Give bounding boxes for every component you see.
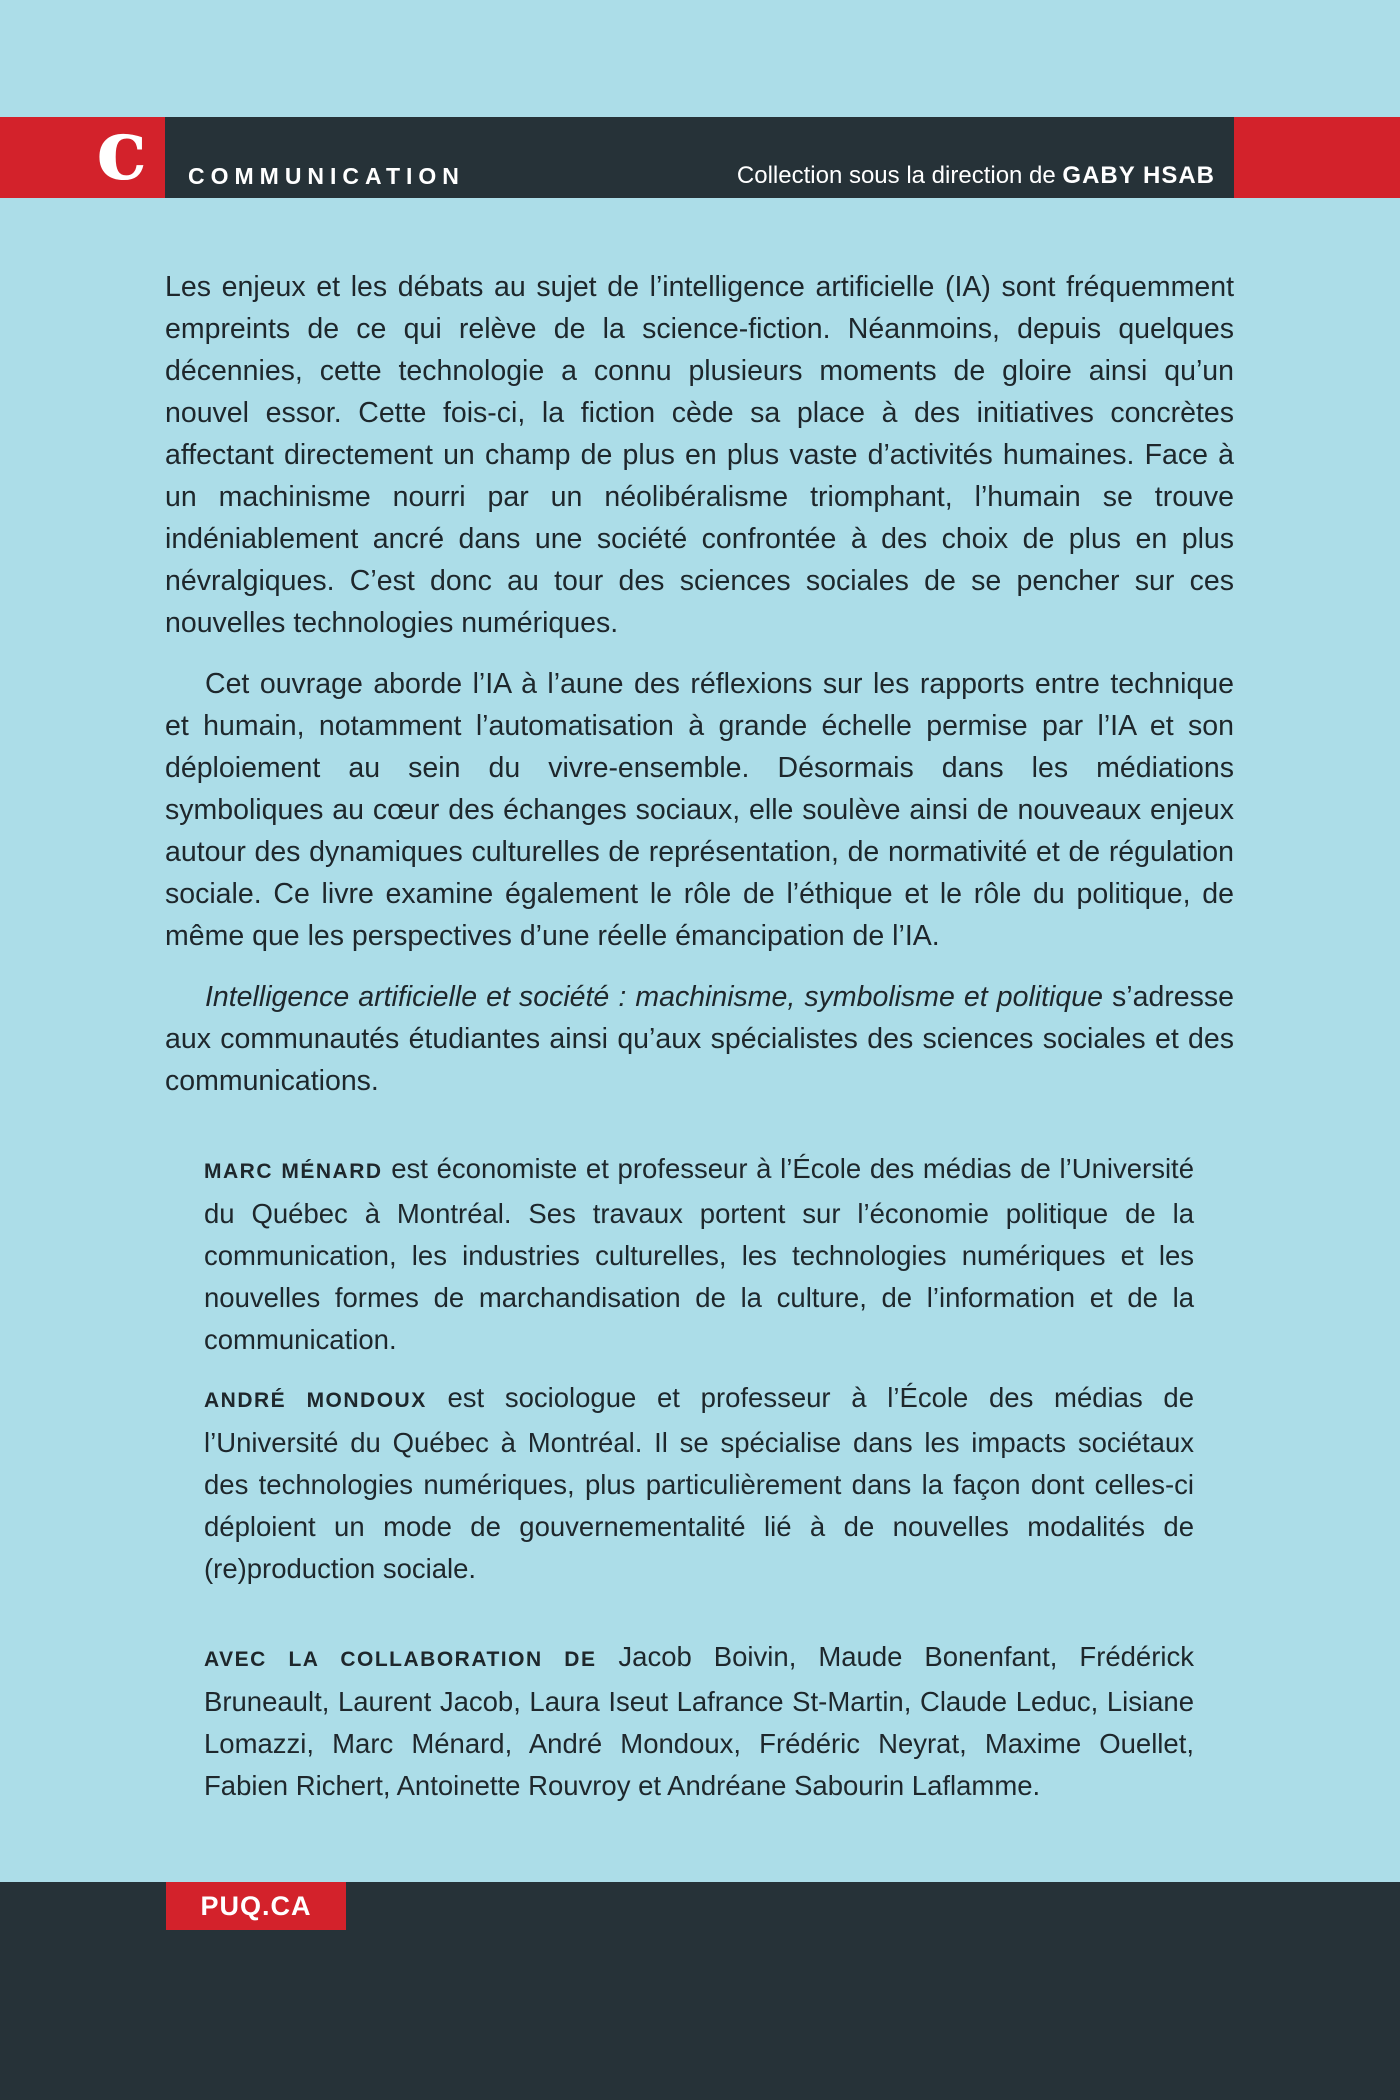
book-description [165, 266, 1234, 1121]
collaborator-names: Jacob Boivin, Maude Bonenfant, Frédérick Bruneault, Laurent Jacob, Laura Iseut Lafrance St-Martin, Claude Leduc, Lisiane Lomazzi, Marc Ménard, André Mondoux, Frédéric Neyrat, Maxime Ouellet, Fabien Richert, Antoinette Rouvroy et Andréane Sabourin Laflamme. [204, 1641, 1194, 1801]
author-bios [204, 1148, 1194, 1823]
author-bio-text: est économiste et professeur à l’École des médias de l’Université du Québec à Montréal. Ses travaux portent sur l’économie politique de la communication, les industries culturelles, les technologies numériques et les nouvelles formes de marchandisation de la culture, de l’information et de la communication. [204, 1153, 1194, 1355]
header-red-block-right [1234, 117, 1400, 198]
author-bio [204, 1148, 1194, 1361]
description-paragraph-3 [165, 976, 1234, 1102]
series-name: COMMUNICATION [188, 163, 465, 189]
collaboration-label: AVEC LA COLLABORATION DE [204, 1648, 597, 1671]
director-name: GABY HSAB [1062, 162, 1215, 189]
author-name: ANDRÉ MONDOUX [204, 1389, 427, 1412]
author-bio-text: est sociologue et professeur à l’École des médias de l’Université du Québec à Montréal. Il se spécialise dans les impacts sociétaux des technologies numériques, plus particulièrement dans la façon dont celles-ci déploient un mode de gouvernementalité lié à de nouvelles modalités de (re)production sociale. [204, 1382, 1194, 1584]
book-title: Intelligence artificielle et société : machinisme, symbolisme et politique [205, 981, 1103, 1013]
director-prefix: Collection sous la direction de [736, 162, 1056, 189]
description-paragraph-1: Les enjeux et les débats au sujet de l’intelligence artificielle (IA) sont fréquemment empreints de ce qui relève de la science-fiction. Néanmoins, depuis quelques décennies, cette technologie a connu plusieurs moments de gloire ainsi qu’un nouvel essor. Cette fois-ci, la fiction cède sa place à des initiatives concrètes affectant directement un champ de plus en plus vaste d’activités humaines. Face à un machinisme nourri par un néolibéralisme triomphant, l’humain se trouve indéniablement ancré dans une société confrontée à des choix de plus en plus névralgiques. C’est donc au tour des sciences sociales de se pencher sur ces nouvelles technologies numériques. [165, 271, 1234, 639]
description-paragraph-2: Cet ouvrage aborde l’IA à l’aune des réflexions sur les rapports entre technique et humain, notamment l’automatisation à grande échelle permise par l’IA et son déploiement au sein du vivre-ensemble. Désormais dans les médiations symboliques au cœur des échanges sociaux, elle soulève ainsi de nouveaux enjeux autour des dynamiques culturelles de représentation, de normativité et de régulation sociale. Ce livre examine également le rôle de l’éthique et le rôle du politique, de même que les perspectives d’une réelle émancipation de l’IA. [165, 668, 1234, 952]
publisher-website[interactable]: PUQ.CA [166, 1882, 346, 1930]
author-name: MARC MÉNARD [204, 1160, 383, 1183]
collaboration [204, 1636, 1194, 1807]
audience-text: s’adresse aux communautés étudiantes ainsi qu’aux spécialistes des sciences sociales et des communications. [165, 981, 1234, 1097]
collection-director [737, 162, 1215, 190]
collection-logo: c [96, 100, 148, 199]
author-bio [204, 1377, 1194, 1590]
